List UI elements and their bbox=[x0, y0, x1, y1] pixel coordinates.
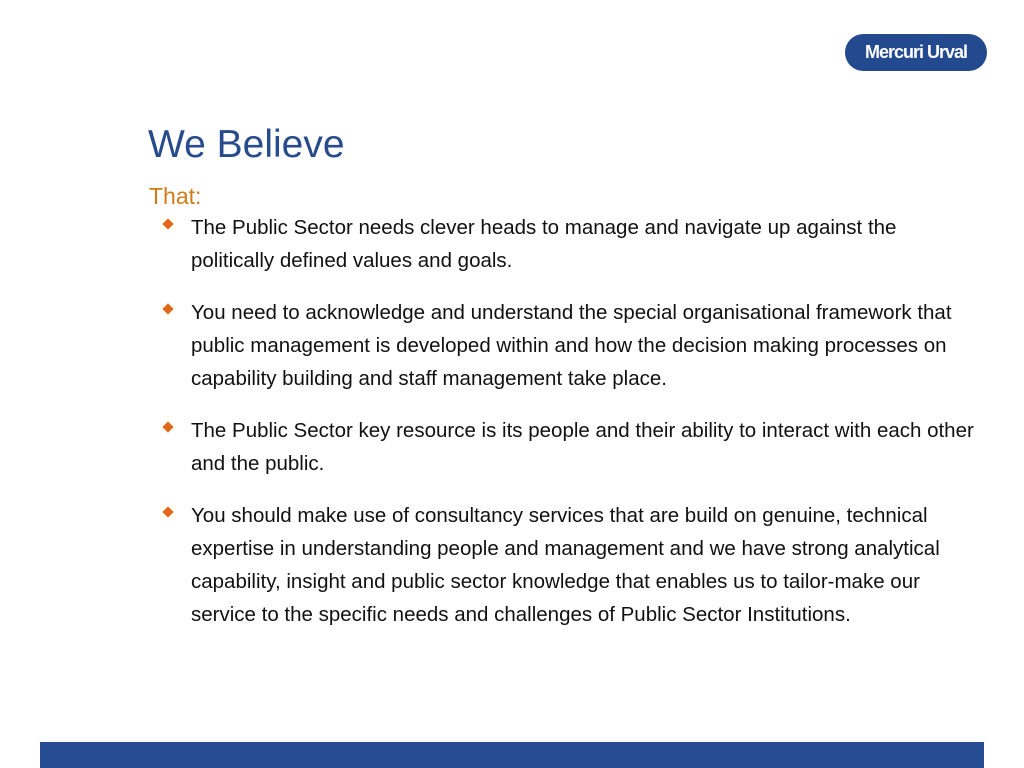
diamond-bullet-icon bbox=[162, 421, 173, 432]
bullet-text: The Public Sector key resource is its people and their ability to interact with each other and the public. bbox=[191, 419, 974, 475]
bullet-item bbox=[160, 499, 980, 631]
diamond-bullet-icon bbox=[162, 303, 173, 314]
company-logo bbox=[845, 34, 987, 71]
bullet-item bbox=[160, 211, 980, 277]
bullet-item bbox=[160, 296, 980, 395]
company-logo-text: Mercuri Urval bbox=[864, 42, 968, 62]
bullet-list bbox=[160, 211, 980, 650]
bullet-item bbox=[160, 414, 980, 480]
slide-subtitle: That: bbox=[149, 183, 202, 209]
bullet-text: The Public Sector needs clever heads to manage and navigate up against the politically defined values and goals. bbox=[191, 216, 897, 272]
diamond-bullet-icon bbox=[162, 218, 173, 229]
bullet-text: You should make use of consultancy services that are build on genuine, technical expertise in understanding people and management and we have strong analytical capability, insight and public sector knowledge that enables us to tailor-make our service to the specific needs and challenges of Public Sector Institutions. bbox=[191, 504, 940, 626]
bullet-text: You need to acknowledge and understand the special organisational framework that public management is developed within and how the decision making processes on capability building and staff management take place. bbox=[191, 301, 952, 390]
footer-bar bbox=[40, 742, 984, 768]
slide-title: We Believe bbox=[148, 123, 345, 166]
diamond-bullet-icon bbox=[162, 506, 173, 517]
